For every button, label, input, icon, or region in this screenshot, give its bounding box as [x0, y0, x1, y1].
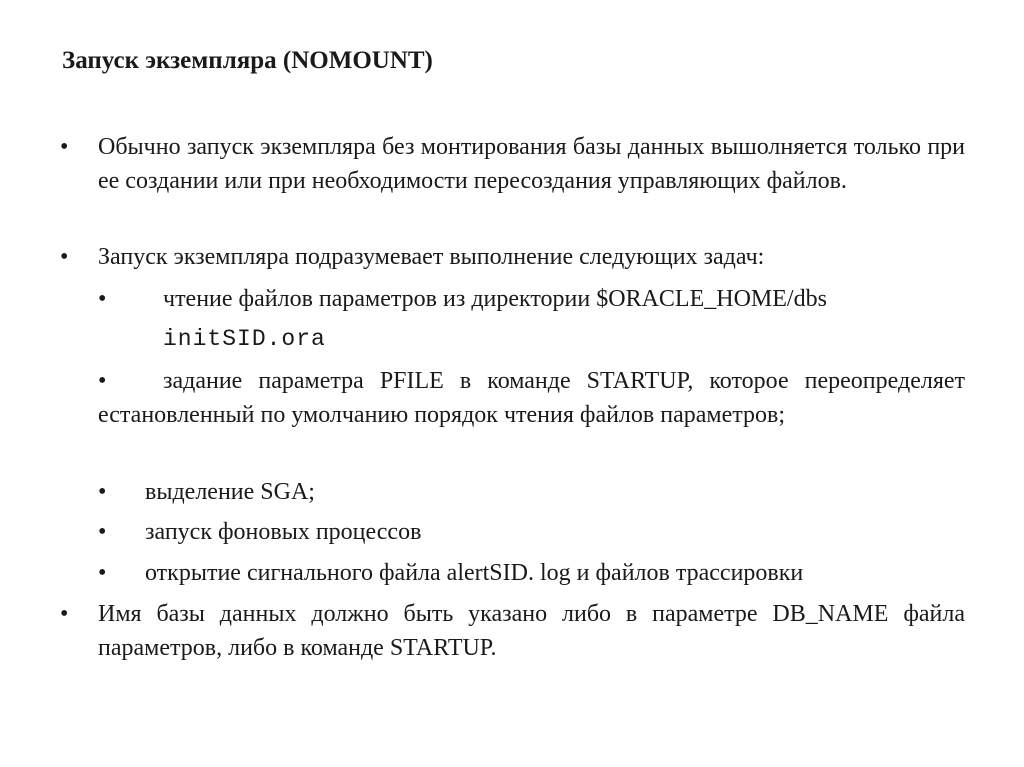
sub-bullet-mark: • [98, 519, 107, 545]
bullet-mark: • [60, 601, 69, 627]
bullet-text: Обычно запуск экземпляра без монтирования базы данных вышолняется только при ее создании или при необходимости пересоздания управляющих файлов. [98, 134, 965, 194]
sub-item-text: задание параметра PFILE в команде STARTUP, которое переопределяет естановленный по умолчанию порядок чтения файлов параметров; [98, 368, 965, 428]
code-filename: initSID.ora [163, 326, 326, 352]
sub-bullet-mark: • [98, 479, 107, 505]
sub-item-text: чтение файлов параметров из директории $ORACLE_HOME/dbs [163, 286, 827, 312]
sub-bullet-mark: • [98, 368, 107, 394]
sub-item-text: открытие сигнального файла alertSID. log и файлов трассировки [145, 560, 804, 586]
bullet-text: Имя базы данных должно быть указано либо в параметре DB_NAME файла параметров, либо в команде STARTUP. [98, 601, 965, 661]
bullet-text: Запуск экземпляра подразумевает выполнение следующих задач: [98, 244, 765, 270]
sub-item-text: выделение SGA; [145, 479, 315, 505]
sub-bullet-mark: • [98, 286, 107, 312]
sub-bullet-mark: • [98, 560, 107, 586]
sub-item-text: запуск фоновых процессов [145, 519, 422, 545]
slide-title: Запуск экземпляра (NOMOUNT) [62, 47, 433, 74]
bullet-mark: • [60, 134, 69, 160]
bullet-mark: • [60, 244, 69, 270]
